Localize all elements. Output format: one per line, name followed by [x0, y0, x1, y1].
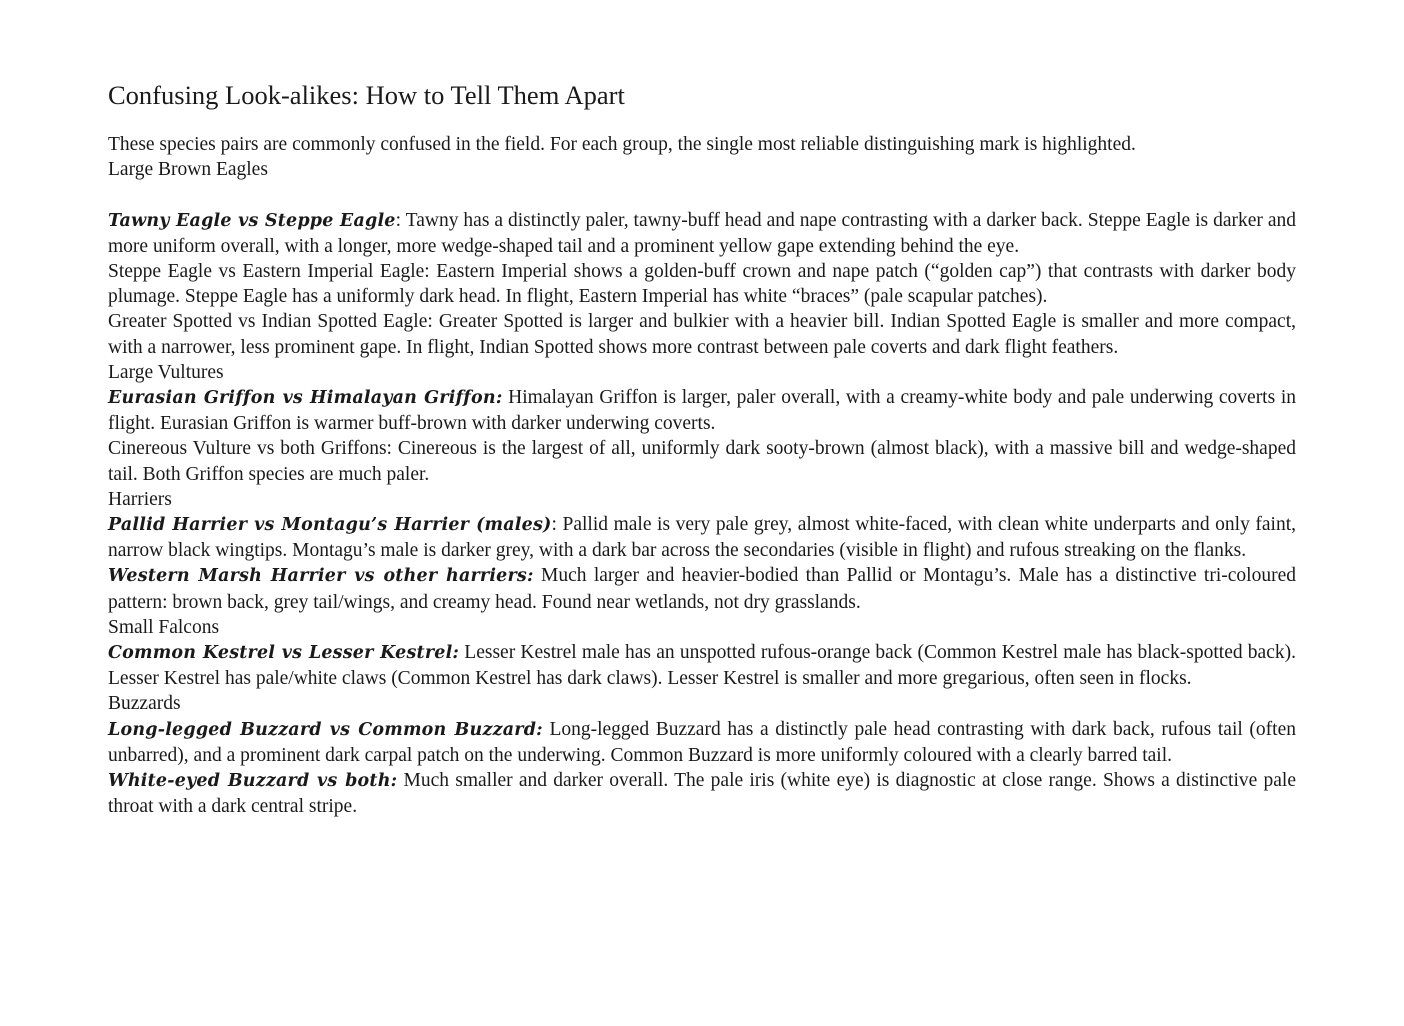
entry-white-eyed-buzzard [108, 768, 1296, 819]
intro-paragraph: These species pairs are commonly confused in the field. For each group, the single most reliable distinguishing mark is highlighted. [108, 134, 1136, 155]
entry-text: : Pallid male is very pale grey, almost white-faced, with clean white underparts and only faint, narrow black wingtips. Montagu’s male is darker grey, with a dark bar across the secondaries (visible in flight) and rufous streaking on the flanks. [108, 514, 1296, 562]
entry-pallid-montagu [108, 512, 1296, 563]
highlighted-species-pair: Eurasian Griffon vs Himalayan Griffon: [108, 388, 503, 409]
entry-text: Lesser Kestrel male has an unspotted rufous-orange back (Common Kestrel male has black-spotted back). Lesser Kestrel has pale/white claws (Common Kestrel has dark claws). Lesser Kestrel is smaller and more gregarious, often seen in flocks. [108, 642, 1296, 690]
document-page [108, 78, 1296, 819]
highlighted-species-pair: Pallid Harrier vs Montagu’s Harrier (males) [108, 515, 552, 536]
highlighted-species-pair: Common Kestrel vs Lesser Kestrel: [108, 643, 460, 664]
entry-text: Much smaller and darker overall. The pale iris (white eye) is diagnostic at close range. Shows a distinctive pale throat with a dark central stripe. [108, 770, 1296, 818]
highlighted-species-pair: Tawny Eagle vs Steppe Eagle [108, 210, 396, 231]
section-heading-eagles: Large Brown Eagles [108, 159, 268, 181]
highlighted-species-pair: White-eyed Buzzard vs both: [108, 771, 398, 792]
entry-cinereous: Cinereous Vulture vs both Griffons: Cinereous is the largest of all, uniformly dark sooty-brown (almost black), with a massive bill and wedge-shaped tail. Both Griffon species are much paler. [108, 438, 1296, 485]
entry-tawny-steppe [108, 208, 1296, 259]
section-heading-falcons: Small Falcons [108, 616, 220, 638]
highlighted-species-pair: Western Marsh Harrier vs other harriers: [108, 566, 534, 587]
entry-marsh-harrier [108, 563, 1296, 614]
entry-kestrels [108, 640, 1296, 691]
entry-long-legged-buzzard [108, 717, 1296, 768]
entry-text: Himalayan Griffon is larger, paler overall, with a creamy-white body and pale underwing coverts in flight. Eurasian Griffon is warmer buff-brown with darker underwing coverts. [108, 387, 1296, 435]
entry-steppe-imperial: Steppe Eagle vs Eastern Imperial Eagle: Eastern Imperial shows a golden-buff crown and nape patch (“golden cap”) that contrasts with darker body plumage. Steppe Eagle has a uniformly dark head. In flight, Eastern Imperial has white “braces” (pale scapular patches). [108, 261, 1296, 308]
entry-spotted-eagles: Greater Spotted vs Indian Spotted Eagle: Greater Spotted is larger and bulkier with a heavier bill. Indian Spotted Eagle is smaller and more compact, with a narrower, less prominent gape. In flight, Indian Spotted shows more contrast between pale coverts and dark flight feathers. [108, 311, 1296, 358]
section-heading-vultures: Large Vultures [108, 361, 224, 383]
entry-text: : Tawny has a distinctly paler, tawny-buff head and nape contrasting with a darker back. Steppe Eagle is darker and more uniform overall, with a longer, more wedge-shaped tail and a prominent yellow gape extending behind the eye. [108, 209, 1296, 257]
page-title: Confusing Look-alikes: How to Tell Them Apart [108, 80, 625, 110]
entry-text: Long-legged Buzzard has a distinctly pale head contrasting with dark back, rufous tail (often unbarred), and a prominent dark carpal patch on the underwing. Common Buzzard is more uniformly coloured with a clearly barred tail. [108, 718, 1296, 766]
section-heading-buzzards: Buzzards [108, 693, 181, 715]
entry-griffons [108, 385, 1296, 436]
section-heading-harriers: Harriers [108, 488, 172, 510]
highlighted-species-pair: Long-legged Buzzard vs Common Buzzard: [108, 719, 543, 740]
entry-text: Much larger and heavier-bodied than Pallid or Montagu’s. Male has a distinctive tri-coloured pattern: brown back, grey tail/wings, and creamy head. Found near wetlands, not dry grasslands. [108, 565, 1296, 613]
